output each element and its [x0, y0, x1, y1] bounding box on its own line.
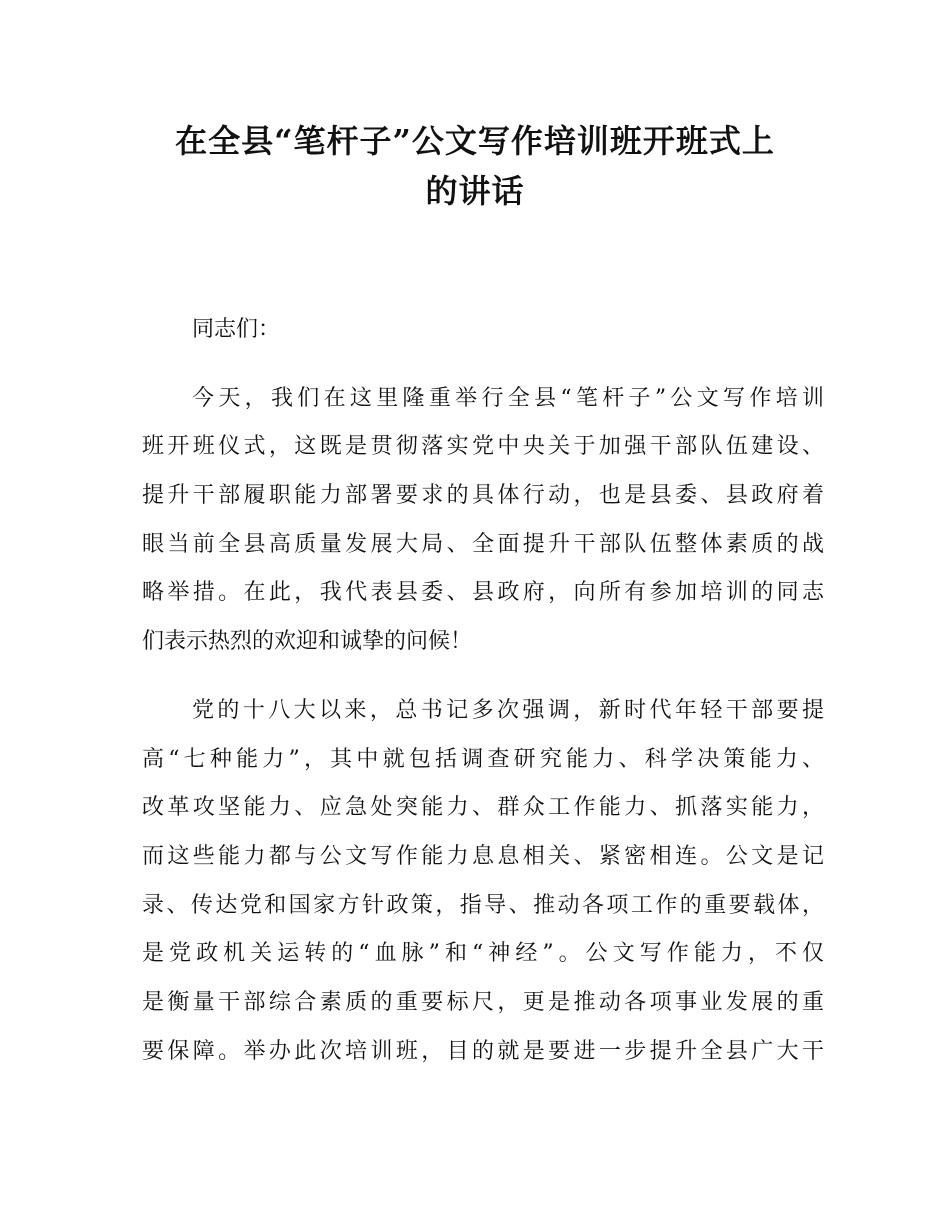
salutation: 同志们： — [192, 317, 281, 342]
text-line: 录、传达党和国家方针政策，指导、推动各项工作的重要载体， — [142, 892, 824, 918]
text-line: 班开班仪式，这既是贯彻落实党中央关于加强干部队伍建设、 — [142, 434, 824, 460]
text-line: 是衡量干部综合素质的重要标尺，更是推动各项事业发展的重 — [142, 989, 824, 1015]
text-line: 眼当前全县高质量发展大局、全面提升干部队伍整体素质的战 — [142, 531, 824, 557]
paragraph — [142, 687, 824, 1077]
document-body — [142, 306, 824, 1096]
text-line: 们表示热烈的欢迎和诚挚的问候！ — [142, 629, 473, 655]
text-line: 高“七种能力”，其中就包括调查研究能力、科学决策能力、 — [142, 746, 824, 772]
text-line: 是党政机关运转的“血脉”和“神经”。公文写作能力，不仅 — [142, 941, 824, 967]
title-line: 的讲话 — [425, 172, 525, 210]
paragraph — [142, 375, 824, 667]
text-line: 改革攻坚能力、应急处突能力、群众工作能力、抓落实能力， — [142, 795, 824, 821]
text-line: 党的十八大以来，总书记多次强调，新时代年轻干部要提 — [192, 697, 824, 723]
document-title — [100, 116, 850, 216]
salutation-paragraph — [142, 306, 824, 355]
title-line: 在全县“笔杆子”公文写作培训班开班式上 — [175, 122, 775, 160]
text-line: 而这些能力都与公文写作能力息息相关、紧密相连。公文是记 — [142, 843, 824, 869]
text-line: 要保障。举办此次培训班，目的就是要进一步提升全县广大干 — [142, 1038, 824, 1064]
text-line: 今天，我们在这里隆重举行全县“笔杆子”公文写作培训 — [192, 385, 824, 411]
text-line: 提升干部履职能力部署要求的具体行动，也是县委、县政府着 — [142, 483, 824, 509]
text-line: 略举措。在此，我代表县委、县政府，向所有参加培训的同志 — [142, 580, 824, 606]
